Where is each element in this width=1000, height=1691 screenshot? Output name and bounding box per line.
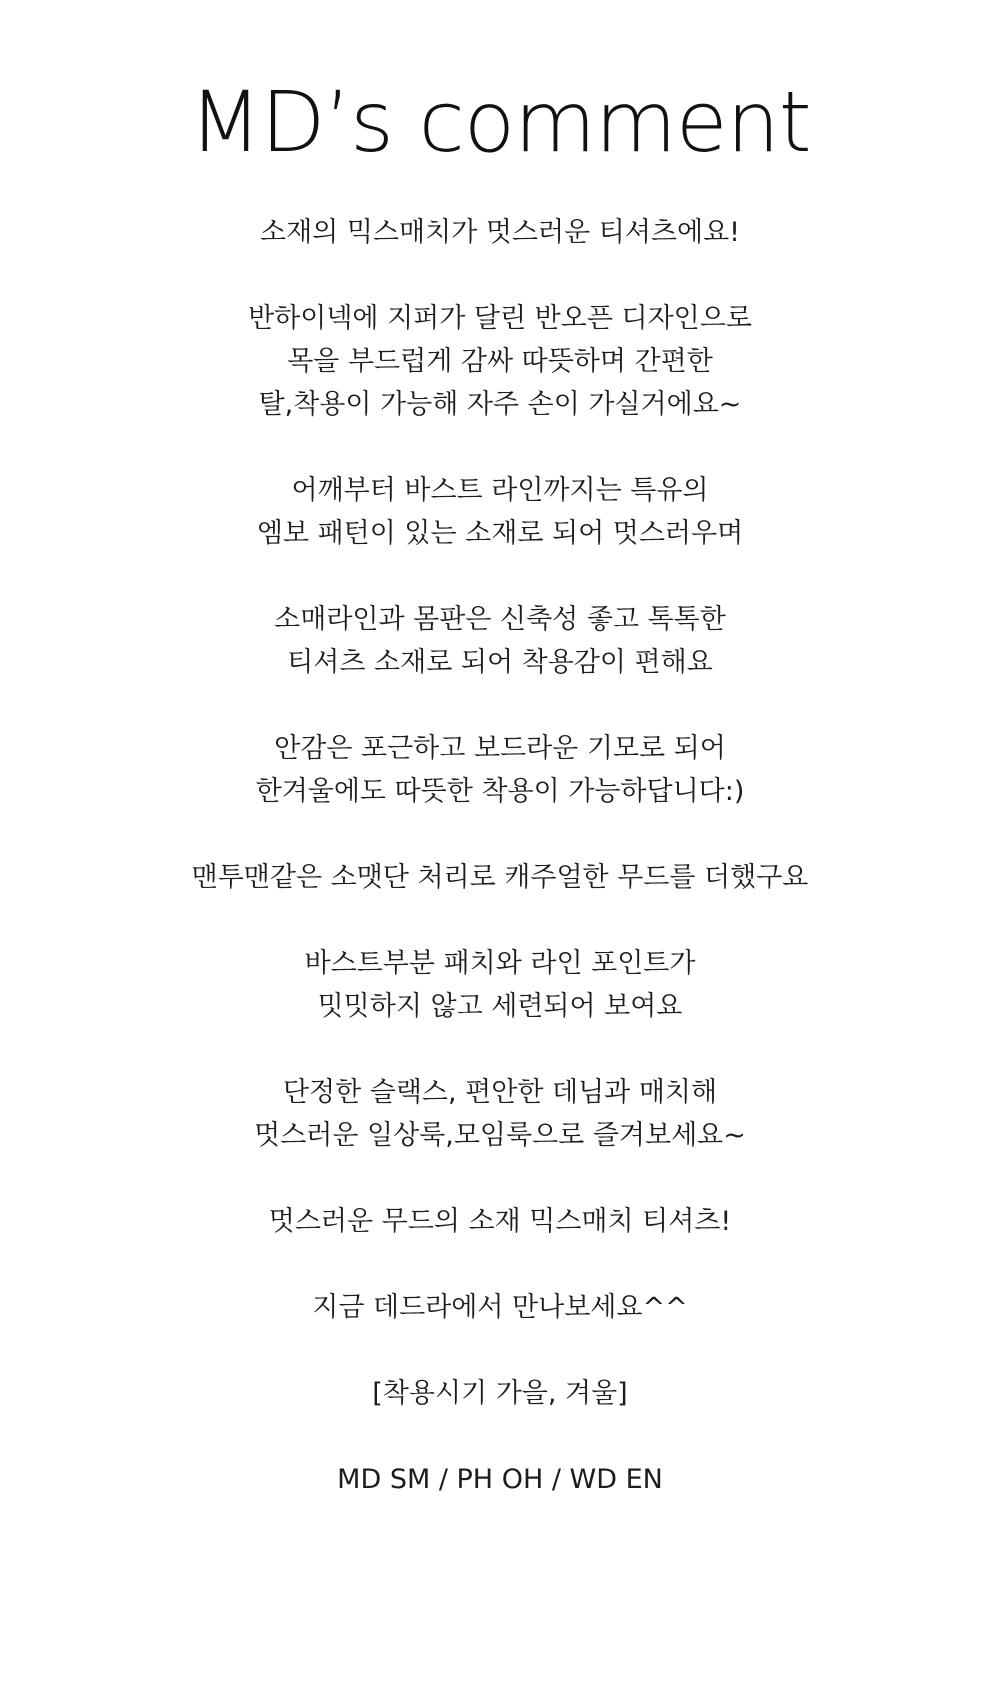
- text-line: 한겨울에도 따뜻한 착용이 가능하답니다:): [255, 776, 745, 807]
- text-line: 멋스러운 일상룩,모임룩으로 즐겨보세요~: [254, 1120, 746, 1151]
- paragraph-cuff: [0, 856, 1000, 899]
- paragraph-season: [0, 1372, 1000, 1415]
- text-line: 맨투맨같은 소맷단 처리로 캐주얼한 무드를 더했구요: [191, 862, 809, 893]
- text-line: 지금 데드라에서 만나보세요^^: [312, 1292, 688, 1323]
- paragraph-cta: [0, 1286, 1000, 1329]
- text-line: 탈,착용이 가능해 자주 손이 가실거에요~: [258, 389, 742, 420]
- paragraph-patch: [0, 942, 1000, 1028]
- paragraph-sleeve: [0, 598, 1000, 684]
- paragraph-styling: [0, 1071, 1000, 1157]
- paragraph-design: [0, 297, 1000, 426]
- text-line: 엠보 패턴이 있는 소재로 되어 멋스러우며: [256, 518, 744, 549]
- text-line: 밋밋하지 않고 세련되어 보여요: [317, 991, 683, 1022]
- text-line: 안감은 포근하고 보드라운 기모로 되어: [274, 733, 726, 764]
- text-line: 멋스러운 무드의 소재 믹스매치 티셔츠!: [268, 1206, 732, 1237]
- paragraph-emboss: [0, 469, 1000, 555]
- text-line: 어깨부터 바스트 라인까지는 특유의: [291, 475, 709, 506]
- text-line: [착용시기 가을, 겨울]: [372, 1378, 628, 1409]
- text-line: 반하이넥에 지퍼가 달린 반오픈 디자인으로: [248, 303, 752, 334]
- page-title: MD’s comment: [189, 73, 811, 171]
- comment-body: [0, 211, 1000, 1544]
- credits-line: MD SM / PH OH / WD EN: [337, 1464, 663, 1495]
- text-line: 바스트부분 패치와 라인 포인트가: [304, 948, 696, 979]
- text-line: 소매라인과 몸판은 신축성 좋고 톡톡한: [274, 604, 726, 635]
- text-line: 티셔츠 소재로 되어 착용감이 편해요: [287, 647, 713, 678]
- text-line: 목을 부드럽게 감싸 따뜻하며 간편한: [287, 346, 713, 377]
- paragraph-intro: [0, 211, 1000, 254]
- paragraph-credits: [0, 1458, 1000, 1501]
- paragraph-summary: [0, 1200, 1000, 1243]
- text-line: 단정한 슬랙스, 편안한 데님과 매치해: [282, 1077, 718, 1108]
- paragraph-lining: [0, 727, 1000, 813]
- text-line: 소재의 믹스매치가 멋스러운 티셔츠에요!: [260, 217, 740, 248]
